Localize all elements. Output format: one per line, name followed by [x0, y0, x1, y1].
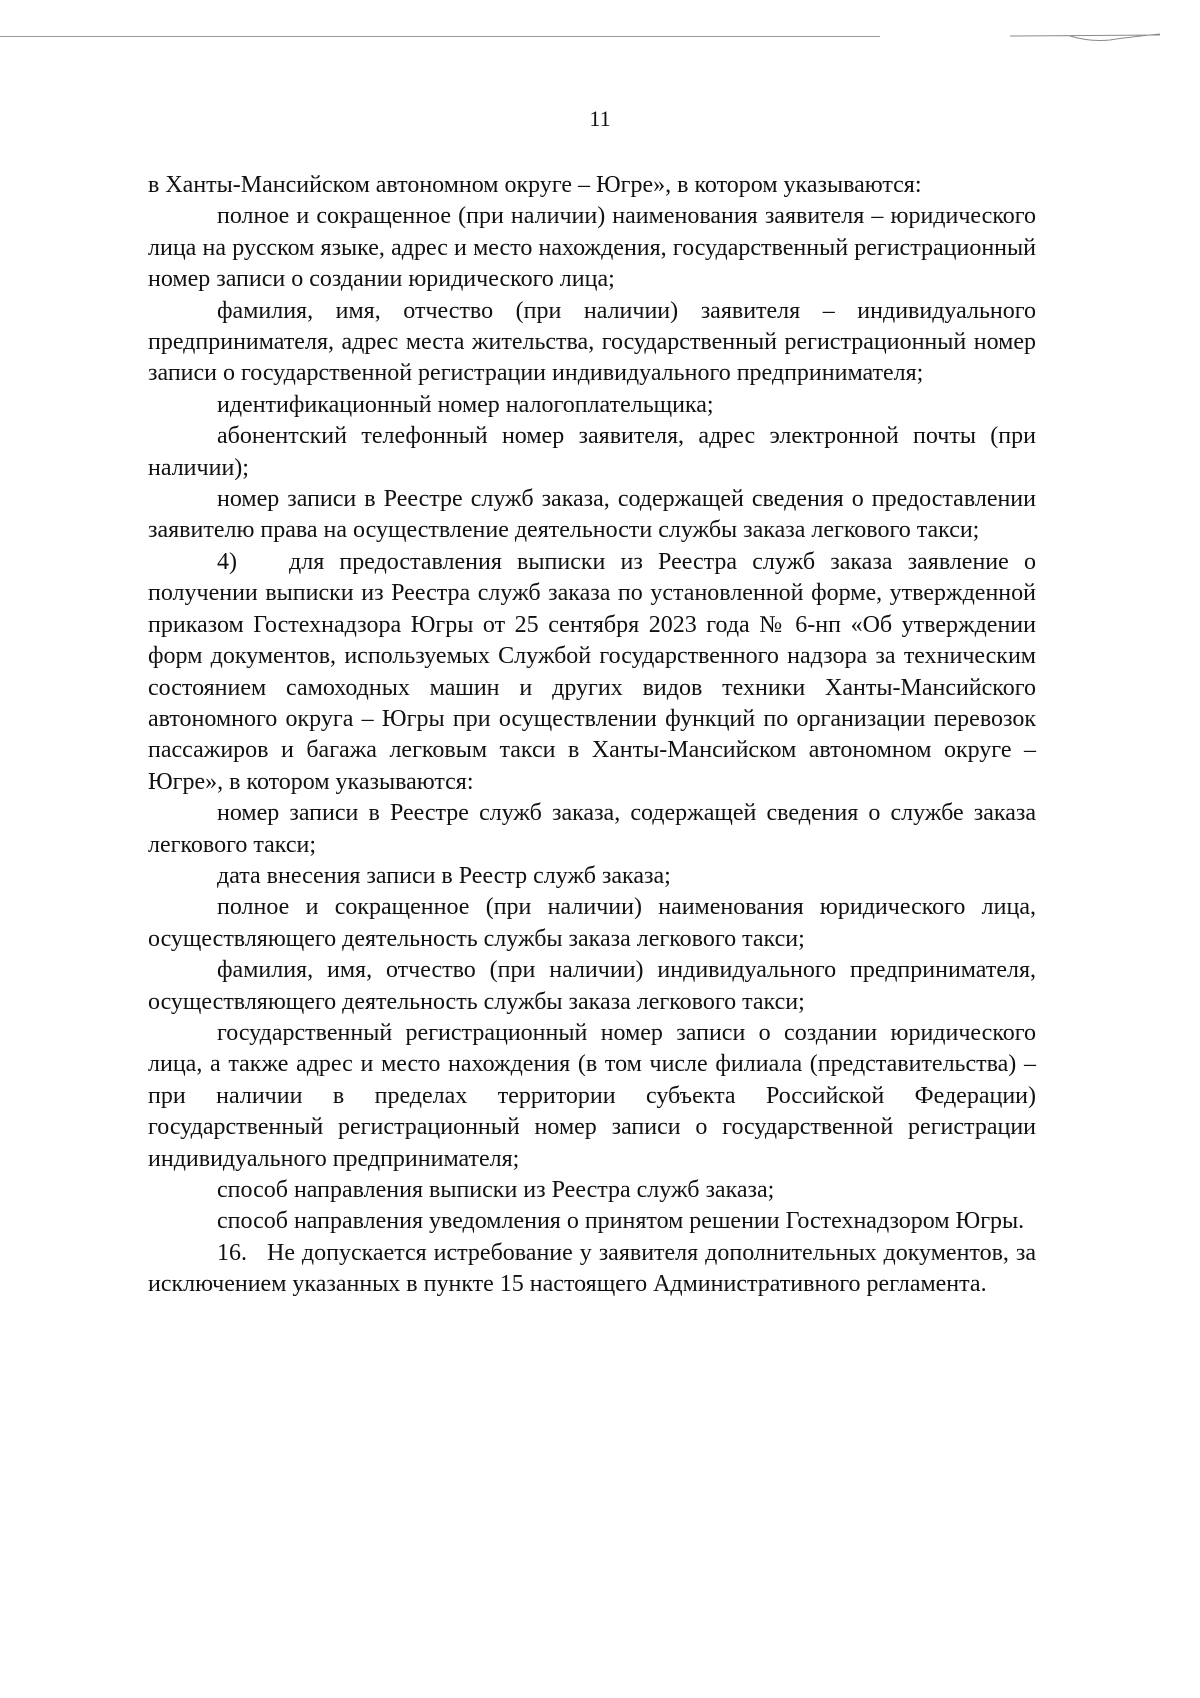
scan-edge-mark: [1010, 32, 1180, 44]
paragraph-phone-email: абонентский телефонный номер заявителя, адрес электронной почты (при наличии);: [148, 423, 1036, 481]
paragraph-registry-record: номер записи в Реестре служб заказа, содержащей сведения о предоставлении заявителю права на осуществление деятельности службы заказа легкового такси;: [148, 486, 1036, 544]
paragraph-item-16: [148, 1238, 1036, 1301]
paragraph-notification-method: способ направления уведомления о принятом решении Гостехнадзором Югры.: [217, 1208, 1025, 1235]
item-text: для предоставления выписки из Реестра служб заказа заявление о получении выписки из Реестра служб заказа по установленной форме, утвержденной приказом Гостехнадзора Югры от 25 сентября 2023 года № 6-нп «Об утверждении форм документов, используемых Службой государственного надзора за техническим состоянием самоходных машин и других видов техники Ханты-Мансийского автономного округа – Югры при осуществлении функций по организации перевозок пассажиров и багажа легковым такси в Ханты-Мансийском автономном округе – Югре», в котором указываются:: [148, 548, 1036, 795]
paragraph-entrepreneur-service: фамилия, имя, отчество (при наличии) индивидуального предпринимателя, осуществляющего деятельность службы заказа легкового такси;: [148, 957, 1036, 1015]
document-body: [148, 170, 1036, 1301]
paragraph-service-record: номер записи в Реестре служб заказа, содержащей сведения о службе заказа легкового такси;: [148, 800, 1036, 858]
scan-edge-line: [0, 36, 880, 37]
paragraph-entrepreneur-name: фамилия, имя, отчество (при наличии) заявителя – индивидуального предпринимателя, адрес места жительства, государственный регистрационный номер записи о государственной регистрации индивидуального предпринимателя;: [148, 297, 1036, 387]
paragraph-legal-entity-name: полное и сокращенное (при наличии) наименования заявителя – юридического лица на русском языке, адрес и место нахождения, государственный регистрационный номер записи о создании юридического лица;: [148, 203, 1036, 293]
paragraph-inn: идентификационный номер налогоплательщика;: [217, 391, 714, 418]
page-number: 11: [589, 106, 611, 131]
paragraph-continuation: в Ханты-Мансийском автономном округе – Югре», в котором указываются:: [148, 172, 922, 198]
paragraph-registration-number: государственный регистрационный номер записи о создании юридического лица, а также адрес и место нахождения (в том числе филиала (представительства) – при наличии в пределах территории субъекта Российской Федерации) государственный регистрационный номер записи о государственной регистрации индивидуального предпринимателя;: [148, 1019, 1036, 1172]
item-marker: 4): [217, 548, 237, 575]
paragraph-record-date: дата внесения записи в Реестр служб заказа;: [217, 862, 671, 889]
item-text: Не допускается истребование у заявителя дополнительных документов, за исключением указанных в пункте 15 настоящего Административного регламента.: [148, 1239, 1036, 1298]
paragraph-extract-method: способ направления выписки из Реестра служб заказа;: [217, 1177, 775, 1203]
item-marker: 16.: [217, 1239, 247, 1266]
paragraph-legal-entity-service: полное и сокращенное (при наличии) наименования юридического лица, осуществляющего деятельность службы заказа легкового такси;: [148, 894, 1036, 952]
paragraph-item-4: [148, 547, 1036, 798]
